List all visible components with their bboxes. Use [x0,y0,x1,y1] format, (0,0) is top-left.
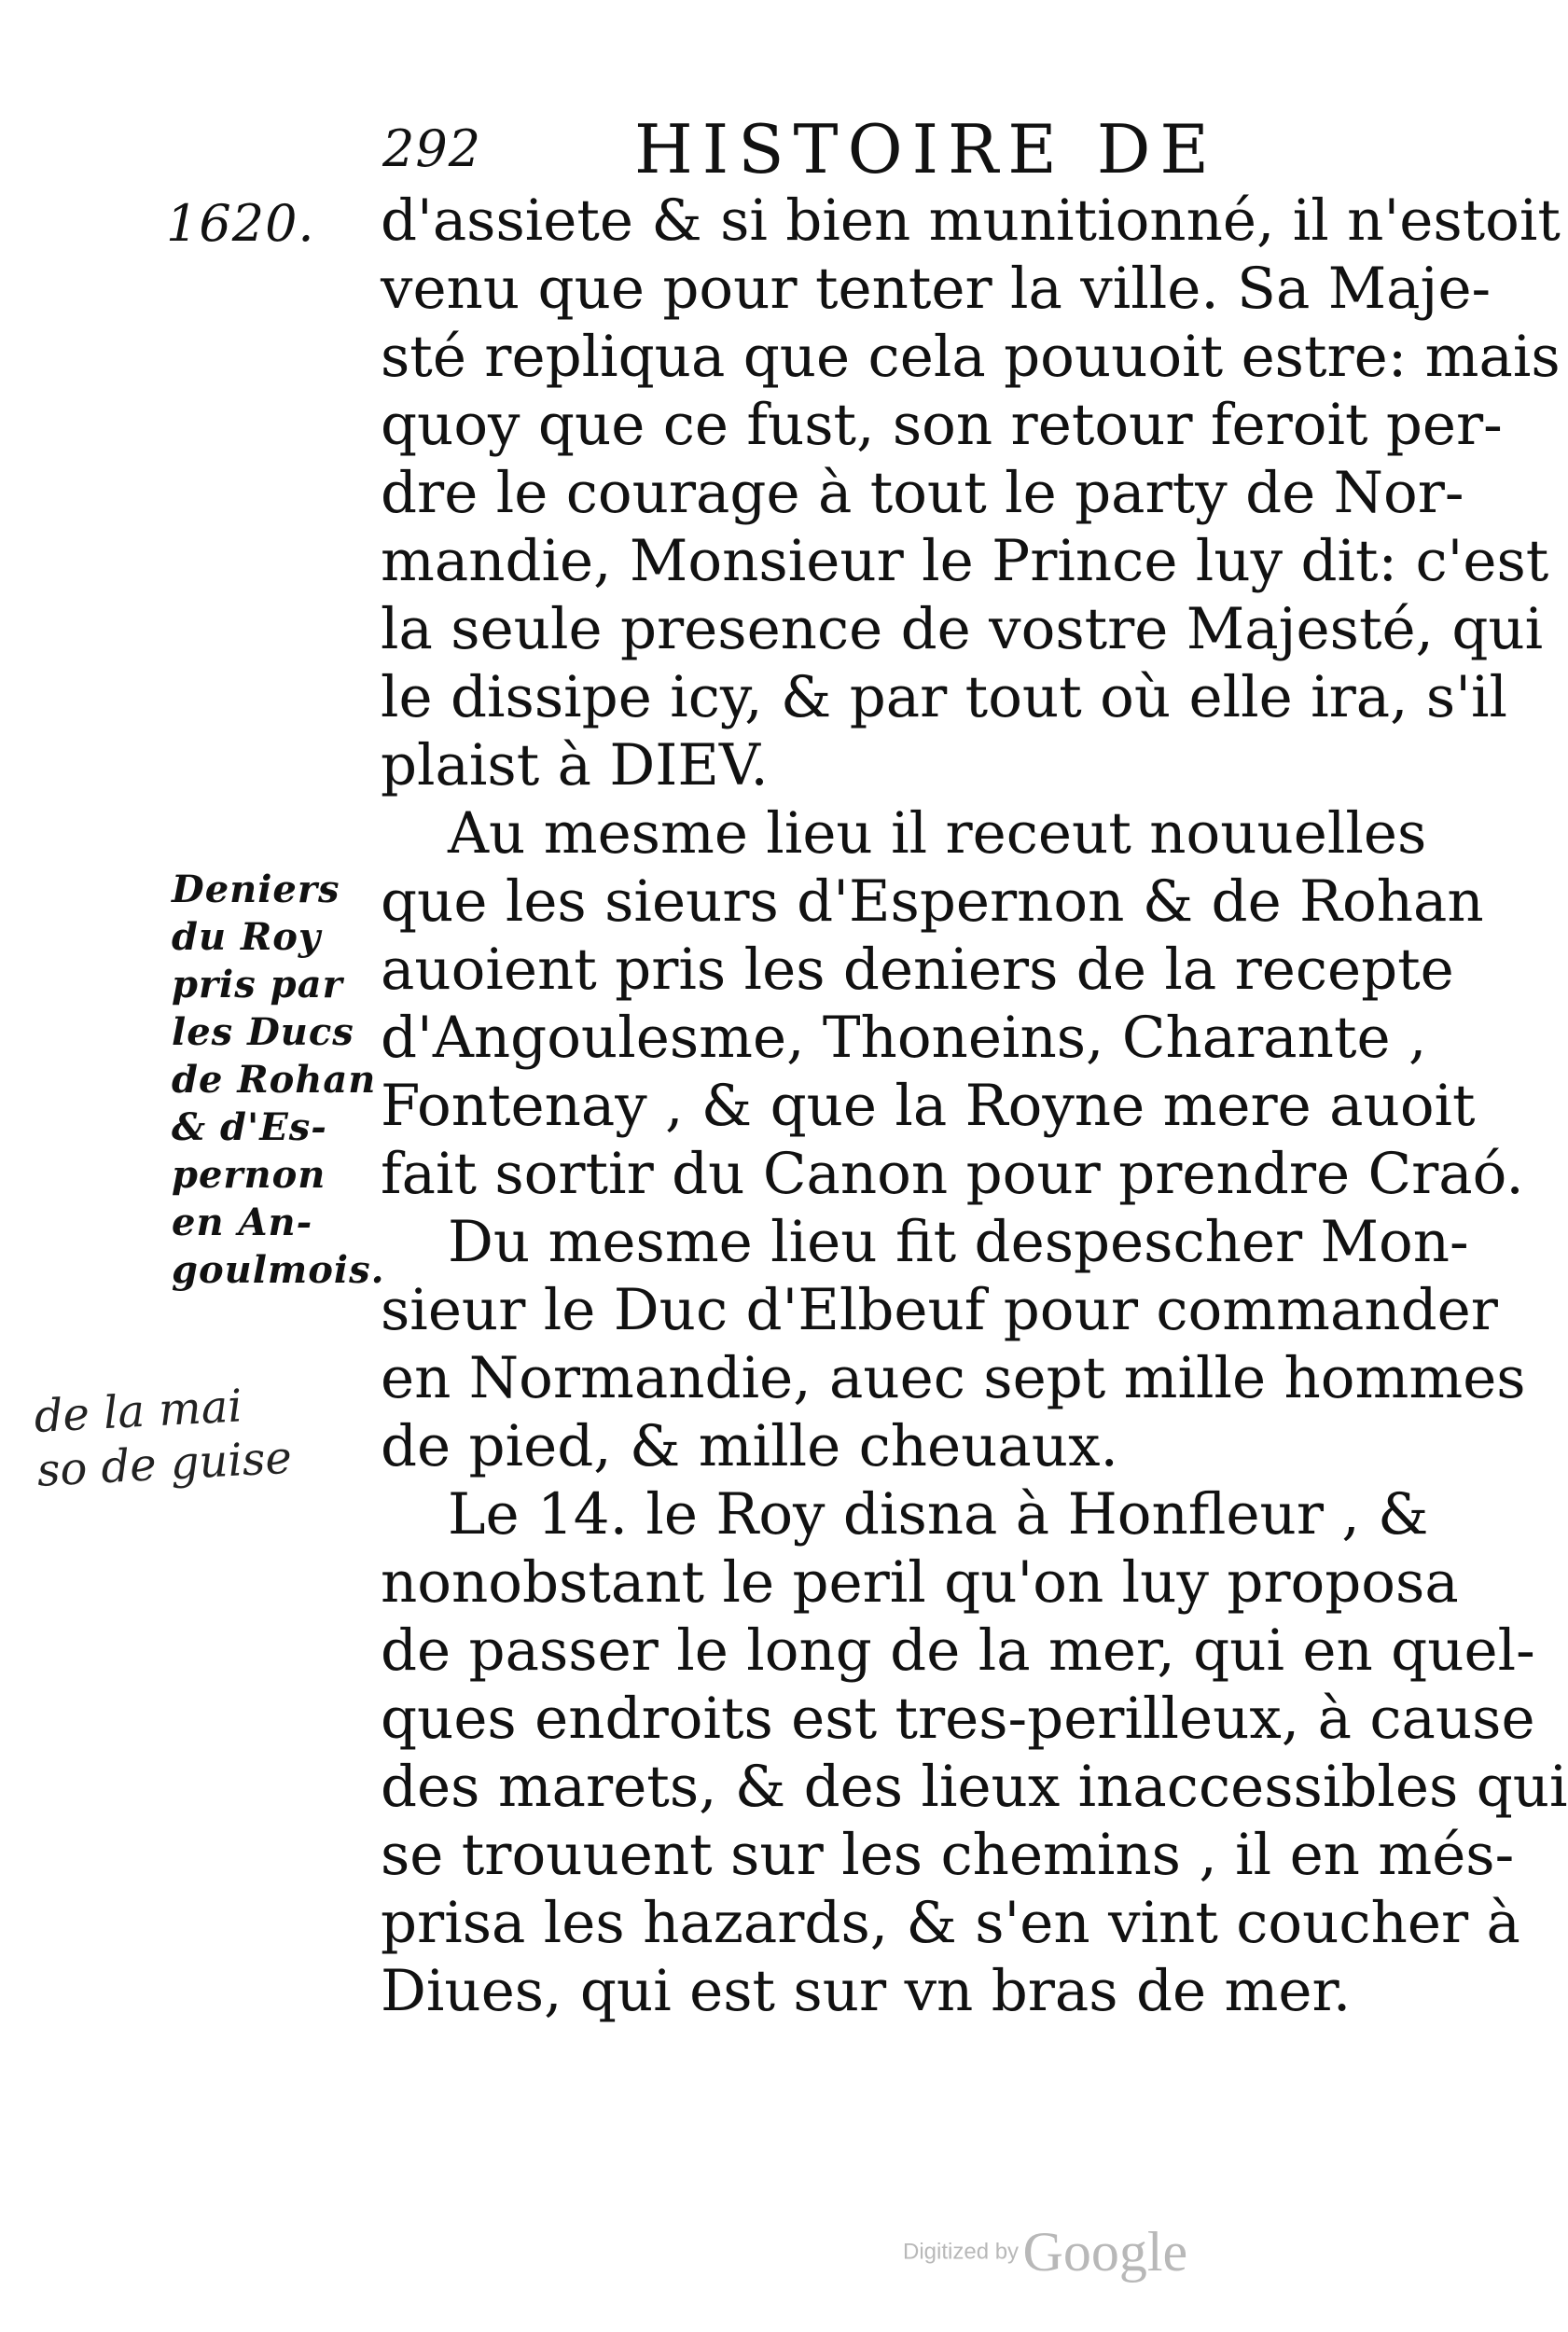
body-text-line: en Normandie, auec sept mille hommes [381,1345,1526,1411]
handwritten-line: de la mai [33,1380,244,1443]
sidenote-line: en An- [172,1201,313,1244]
body-text-line: la seule presence de vostre Majesté, qui [381,596,1544,662]
page-number: 292 [382,119,482,178]
sidenote-line: pris par [172,963,343,1006]
body-text-line: quoy que ce fust, son retour feroit per- [381,392,1503,458]
body-text-line: sieur le Duc d'Elbeuf pour commander [381,1277,1498,1343]
body-text-line: d'assiete & si bien munitionné, il n'estoit [381,187,1561,254]
sidenote-line: pernon [172,1153,326,1197]
watermark-prefix: Digitized by [903,2239,1020,2265]
body-text-line: sté repliqua que cela pouuoit estre: mais [381,324,1561,390]
body-text-line: auoient pris les deniers de la recepte [381,937,1454,1003]
body-text-line: fait sortir du Canon pour prendre Craó. [381,1141,1524,1207]
body-text-line: que les sieurs d'Espernon & de Rohan [381,868,1484,935]
body-text-line: de passer le long de la mer, qui en quel- [381,1617,1535,1684]
sidenote-line: du Roy [172,915,322,959]
body-text-line: dre le courage à tout le party de Nor- [381,460,1464,526]
body-text-line: Fontenay , & que la Royne mere auoit [381,1073,1476,1139]
sidenote-line: de Rohan [172,1058,377,1102]
body-text-line: ques endroits est tres-perilleux, à cause [381,1686,1535,1752]
body-text-line: prisa les hazards, & s'en vint coucher à [381,1890,1520,1956]
body-text-line: de pied, & mille cheuaux. [381,1413,1118,1479]
sidenote-line: Deniers [172,868,340,911]
body-text-line: venu que pour tenter la ville. Sa Maje- [381,256,1492,322]
body-text-line: se trouuent sur les chemins , il en més- [381,1822,1515,1888]
body-text-line: d'Angoulesme, Thoneins, Charante , [381,1005,1427,1071]
sidenote-line: goulmois. [172,1248,385,1292]
body-text-line: le dissipe icy, & par tout où elle ira, s'il [381,664,1508,730]
google-logo: Google [1022,2221,1188,2283]
sidenote-line: les Ducs [172,1010,354,1054]
digitized-watermark [903,2220,1187,2284]
body-text-line: Le 14. le Roy disna à Honfleur , & [448,1481,1429,1548]
body-text-line: nonobstant le peril qu'on luy proposa [381,1549,1459,1616]
body-text-line: Du mesme lieu fit despescher Mon- [448,1209,1469,1275]
body-text [381,187,1568,2025]
sidenote-line: & d'Es- [172,1105,327,1149]
running-head: HISTOIRE DE [634,110,1218,188]
body-text-line: mandie, Monsieur le Prince luy dit: c'est [381,528,1549,594]
handwritten-annotation [33,1371,393,1498]
body-text-line: plaist à DIEV. [381,732,769,798]
handwritten-line: so de guise [35,1431,294,1497]
margin-sidenote [172,866,386,1294]
body-text-line: Diues, qui est sur vn bras de mer. [381,1958,1352,2024]
body-text-line: Au mesme lieu il receut nouuelles [448,800,1427,867]
margin-year: 1620. [166,194,315,253]
body-text-line: des marets, & des lieux inaccessibles qui [381,1754,1568,1820]
page-header [382,110,1315,194]
